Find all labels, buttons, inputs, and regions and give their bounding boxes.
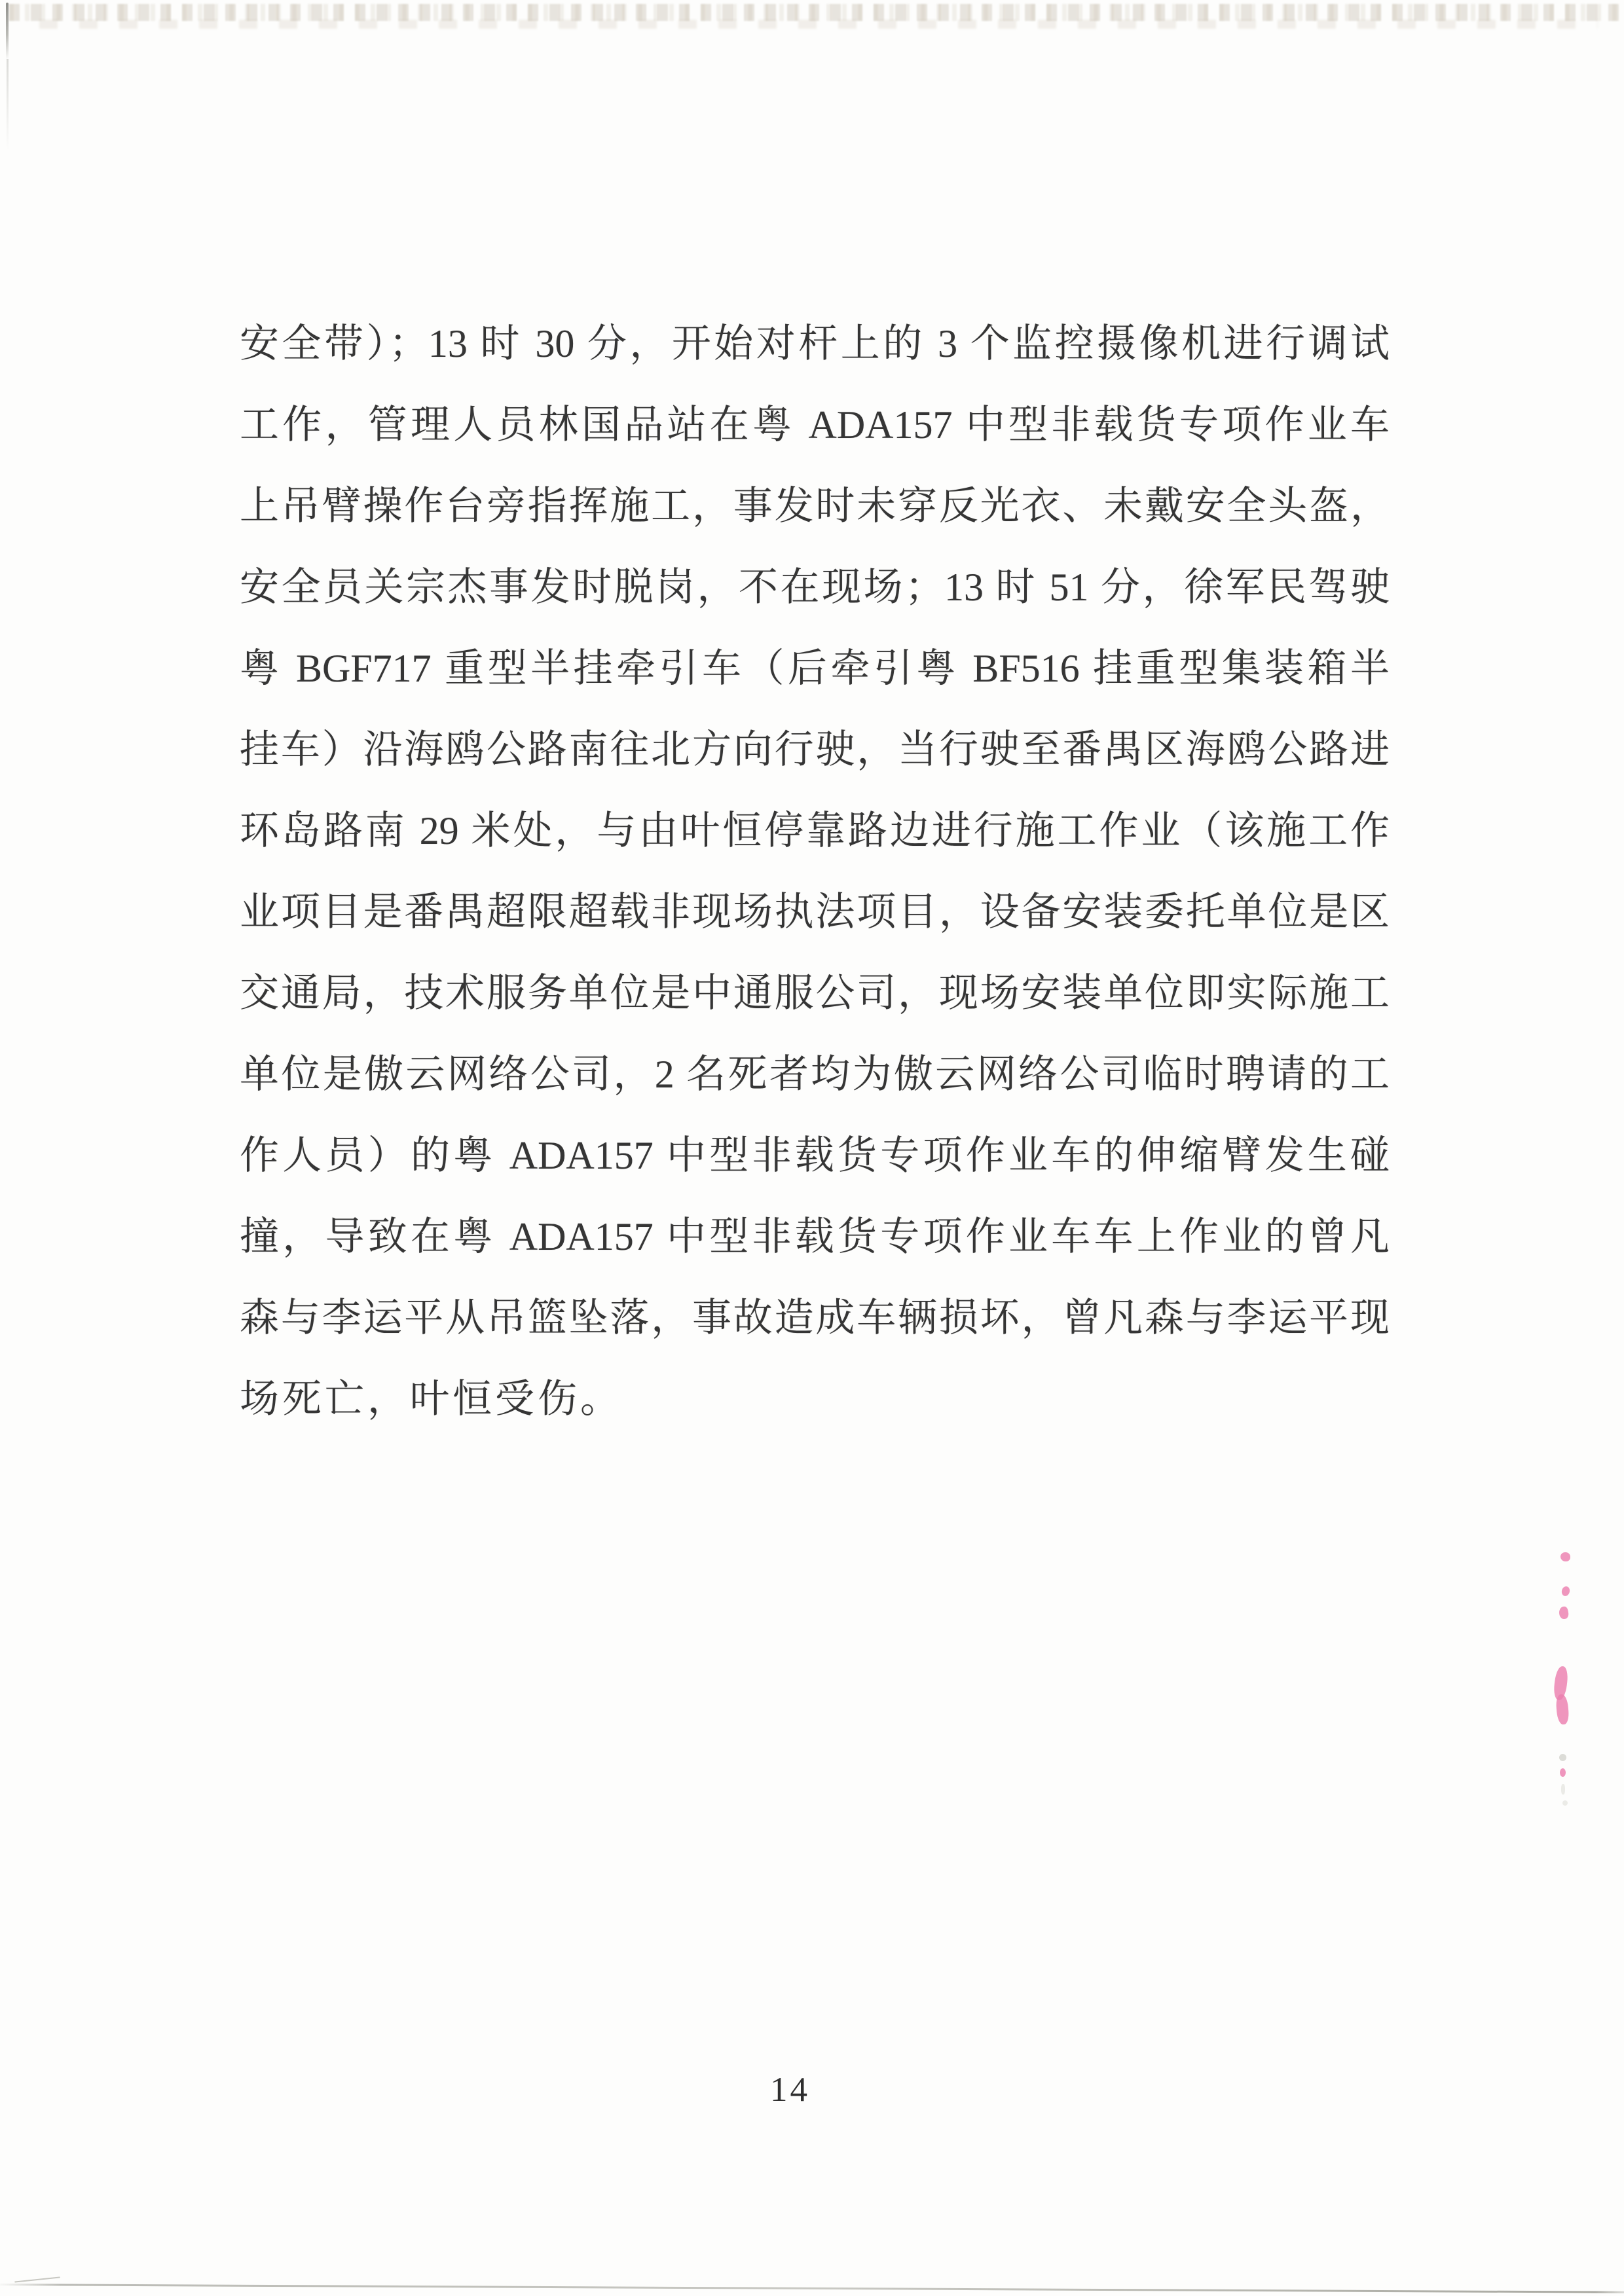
pink-ink-mark — [1560, 1768, 1566, 1777]
page-edge-shadow — [0, 2284, 1624, 2293]
text-line-last: 场死亡，叶恒受伤。 — [240, 1377, 623, 1421]
text-line: 森与李运平从吊篮坠落，事故造成车辆损坏，曾凡森与李运平现 — [240, 1296, 1390, 1339]
text-line: 安全员关宗杰事发时脱岗，不在现场；13 时 51 分，徐军民驾驶 — [240, 566, 1390, 609]
pink-ink-mark-large — [1555, 1694, 1570, 1724]
scan-noise-top-secondary — [39, 20, 1598, 29]
text-line: 挂车）沿海鸥公路南往北方向行驶，当行驶至番禺区海鸥公路进 — [240, 728, 1390, 771]
page-number: 14 — [770, 2071, 810, 2109]
pink-ink-mark — [1558, 1606, 1569, 1620]
scan-artifact-left-edge — [6, 3, 9, 60]
gray-speck — [1561, 1784, 1565, 1795]
text-line: 撞，导致在粤 ADA157 中型非载货专项作业车车上作业的曾凡 — [240, 1215, 1390, 1258]
text-line: 作人员）的粤 ADA157 中型非载货专项作业车的伸缩臂发生碰 — [240, 1134, 1390, 1177]
pink-ink-mark — [1560, 1586, 1570, 1597]
text-line: 安全带）；13 时 30 分，开始对杆上的 3 个监控摄像机进行调试 — [240, 322, 1390, 365]
text-line: 业项目是番禺超限超载非现场执法项目，设备安装委托单位是区 — [240, 890, 1390, 934]
text-line: 交通局，技术服务单位是中通服公司，现场安装单位即实际施工 — [240, 972, 1390, 1015]
gray-speck — [1562, 1800, 1568, 1806]
text-line: 工作，管理人员林国品站在粤 ADA157 中型非载货专项作业车 — [240, 403, 1390, 446]
text-line: 单位是傲云网络公司，2 名死者均为傲云网络公司临时聘请的工 — [240, 1053, 1390, 1096]
text-line: 粤 BGF717 重型半挂牵引车（后牵引粤 BF516 挂重型集装箱半 — [240, 647, 1390, 690]
text-line: 上吊臂操作台旁指挥施工，事发时未穿反光衣、未戴安全头盔， — [240, 484, 1390, 528]
pink-ink-mark — [1560, 1552, 1570, 1561]
scan-artifact-left-edge-faint — [7, 59, 9, 151]
page-edge-shadow-hook — [14, 2276, 60, 2282]
text-line: 环岛路南 29 米处，与由叶恒停靠路边进行施工作业（该施工作 — [240, 809, 1390, 852]
scan-noise-top — [9, 4, 1624, 21]
gray-speck — [1559, 1754, 1566, 1761]
body-paragraph — [240, 303, 1390, 1440]
